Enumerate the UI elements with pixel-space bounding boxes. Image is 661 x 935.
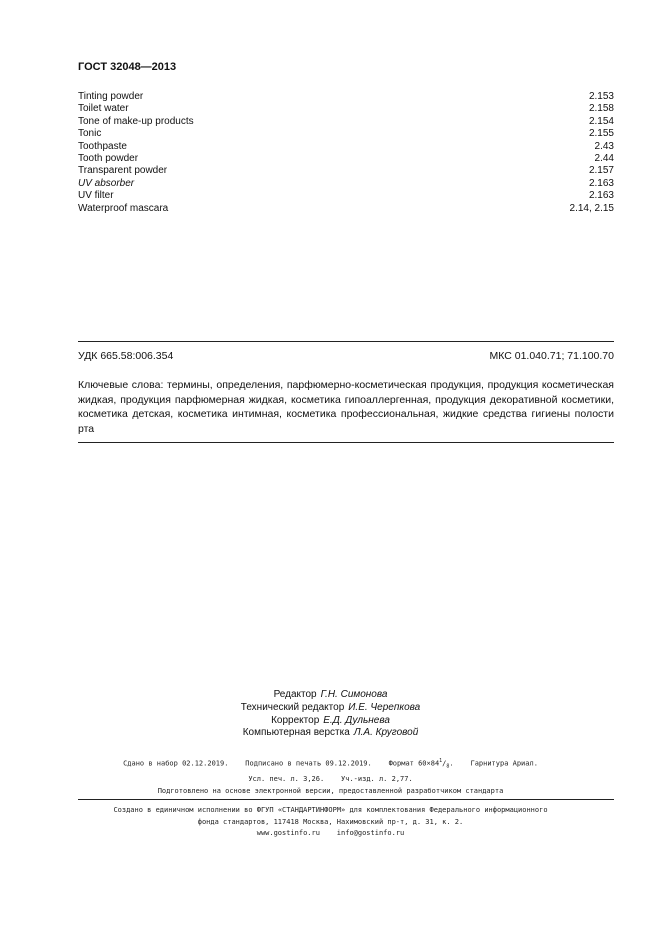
index-ref: 2.14, 2.15 — [569, 202, 614, 214]
divider — [78, 442, 614, 443]
imprint-text: . Гарнитура Ариал. — [449, 759, 538, 768]
imprint-line: Сдано в набор 02.12.2019. Подписано в печать 09.12.2019. Формат $60\times 84^1/_8$. Гарнитура Ариал. — [123, 758, 538, 770]
index-term: Toilet water — [78, 103, 129, 115]
imprint-block — [0, 755, 661, 797]
index-row — [78, 141, 614, 153]
index-ref: 2.163 — [588, 177, 614, 189]
index-row — [78, 91, 614, 103]
format-sup: 1 — [439, 758, 443, 764]
divider — [78, 799, 614, 800]
index-term: Tone of make-up products — [78, 115, 194, 127]
index-ref: 2.44 — [594, 152, 614, 164]
editor-row — [0, 727, 661, 740]
editor-name: Е.Д. Дульнева — [323, 714, 390, 726]
udk-code: УДК 665.58:006.354 — [78, 350, 174, 362]
index-ref: 2.43 — [594, 140, 614, 152]
format-sub: 8 — [446, 763, 450, 770]
mks-code: МКС 01.040.71; 71.100.70 — [489, 350, 614, 362]
index-row — [78, 203, 614, 215]
editor-role: Компьютерная верстка — [242, 727, 350, 739]
document-header: ГОСТ 32048—2013 — [78, 61, 177, 73]
index-row — [78, 103, 614, 115]
editor-name: Л.А. Круговой — [353, 727, 419, 739]
index-ref: 2.158 — [588, 103, 614, 115]
editor-name: Г.Н. Симонова — [320, 689, 388, 700]
imprint-line: Усл. печ. л. 3,26. Уч.-изд. л. 2,77. — [248, 774, 413, 783]
index-ref: 2.154 — [588, 115, 614, 127]
editor-role: Корректор — [271, 714, 320, 726]
index-term: Waterproof mascara — [78, 202, 169, 214]
imprint-text: Сдано в набор 02.12.2019. Подписано в печать 09.12.2019. Формат 60×84 — [123, 759, 440, 768]
editor-row — [0, 689, 661, 702]
index-ref: 2.163 — [588, 190, 614, 202]
divider — [78, 341, 614, 342]
index-term: Tooth powder — [78, 152, 139, 164]
index-row — [78, 153, 614, 165]
term-index — [78, 91, 614, 215]
index-row — [78, 165, 614, 177]
editor-role: Технический редактор — [240, 701, 345, 713]
keywords-paragraph: Ключевые слова: термины, определения, парфюмерно-косметическая продукция, продукция косметическая жидкая, продукция парфюмерная жидкая, косметика гипоаллергенная, продукция декоративной косметики, косметика детская, косметика интимная, косметика профессиональная, жидкие средства гигиены полости рта — [78, 379, 614, 435]
index-term: Toothpaste — [78, 140, 127, 152]
index-row — [78, 190, 614, 202]
index-term: UV filter — [78, 190, 114, 202]
index-term: Tinting powder — [78, 91, 144, 102]
editor-row — [0, 715, 661, 728]
editor-row — [0, 702, 661, 715]
editor-name: И.Е. Черепкова — [348, 701, 421, 713]
publisher-footer — [0, 805, 661, 840]
index-term: UV absorber — [78, 177, 135, 189]
editor-role: Редактор — [273, 689, 317, 700]
editors-block — [0, 689, 661, 740]
index-ref: 2.157 — [588, 165, 614, 177]
index-ref: 2.153 — [588, 91, 614, 102]
index-row — [78, 178, 614, 190]
index-term: Transparent powder — [78, 165, 168, 177]
footer-line: Создано в единичном исполнении во ФГУП «СТАНДАРТИНФОРМ» для комплектования Федерального информационного — [113, 806, 548, 814]
index-row — [78, 116, 614, 128]
index-row — [78, 128, 614, 140]
index-term: Tonic — [78, 128, 102, 140]
index-ref: 2.155 — [588, 128, 614, 140]
footer-links: www.gostinfo.ru info@gostinfo.ru — [256, 829, 405, 838]
footer-line: фонда стандартов, 117418 Москва, Нахимовский пр-т, д. 31, к. 2. — [197, 817, 464, 826]
imprint-line: Подготовлено на основе электронной версии, предоставленной разработчиком стандарта — [157, 786, 504, 795]
